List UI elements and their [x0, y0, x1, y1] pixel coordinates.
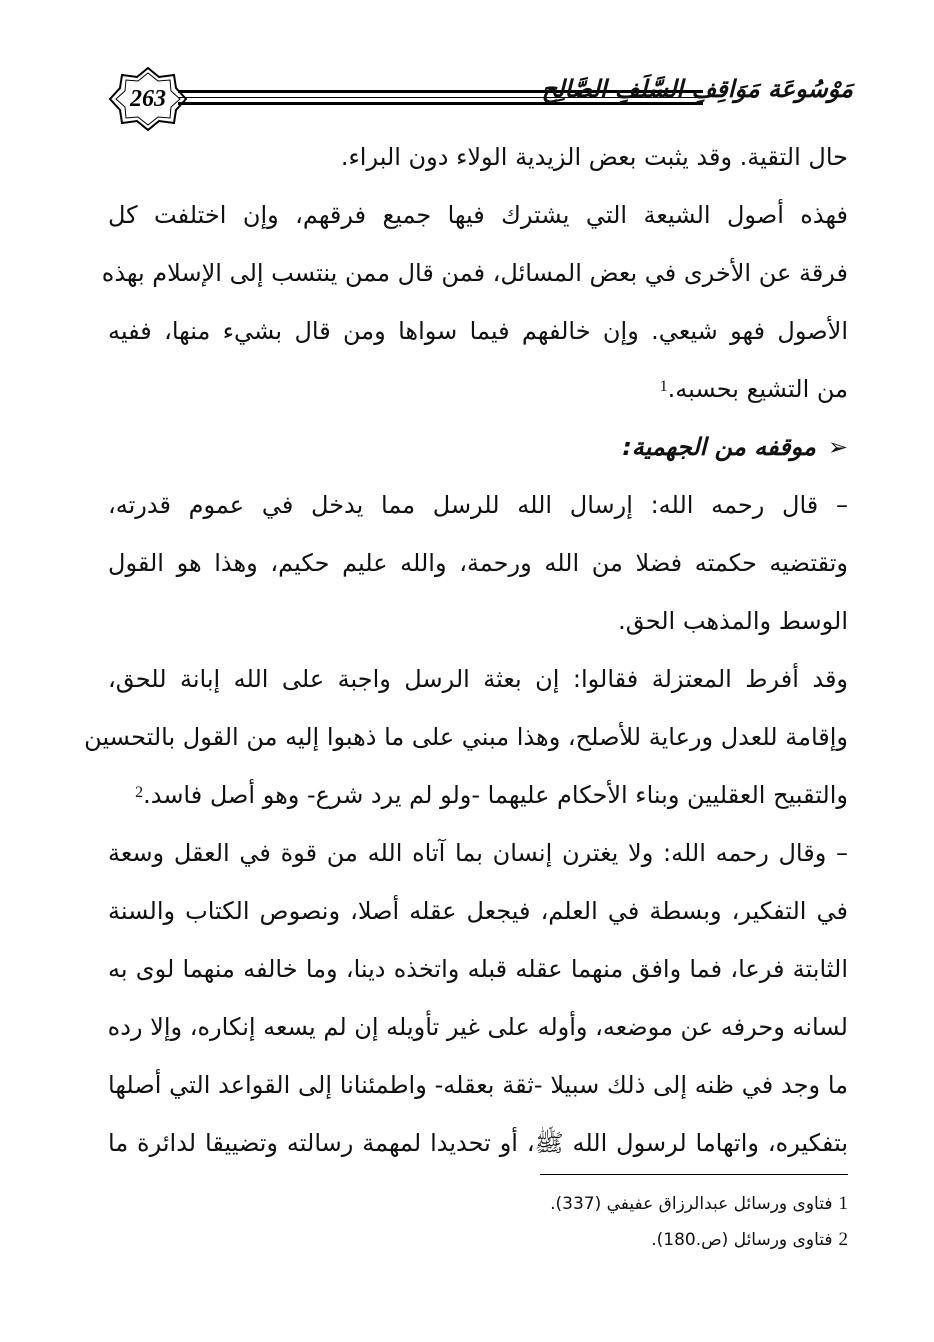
footnote-text: فتاوى ورسائل عبدالرزاق عفيفي (337). — [550, 1194, 833, 1214]
page-header — [108, 66, 853, 132]
text-line: الثابتة فرعا، فما وافق منهما عقله قبله واتخذه دينا، وما خالفه منهما لوى به — [108, 955, 848, 983]
arrow-bullet-icon: ➢ — [827, 433, 848, 461]
text-line: الأصول فهو شيعي. وإن خالفهم فيما سواها ومن قال بشيء منها، ففيه — [108, 317, 848, 345]
text-line: بتفكيره، واتهاما لرسول الله ﷺ، أو تحديدا لمهمة رسالته وتضييقا لدائرة ما — [108, 1129, 848, 1157]
text-line: وإقامة للعدل ورعاية للأصلح، وهذا مبني على ما ذهبوا إليه من القول بالتحسين — [84, 723, 848, 751]
footnotes — [520, 1186, 848, 1258]
footnote-separator — [540, 1174, 848, 1175]
footnote-ref: 2 — [135, 784, 144, 801]
text-line: فهذه أصول الشيعة التي يشترك فيها جميع فرقهم، وإن اختلفت كل — [108, 201, 848, 229]
page-number: 263 — [130, 86, 166, 112]
text-line: في التفكير، وبسطة في العلم، فيجعل عقله أصلا، ونصوص الكتاب والسنة — [108, 897, 848, 925]
text-line: حال التقية. وقد يثبت بعض الزيدية الولاء دون البراء. — [340, 143, 848, 171]
footnote-item — [520, 1222, 848, 1258]
page-body — [84, 128, 848, 1172]
text-line: فرقة عن الأخرى في بعض المسائل، فمن قال ممن ينتسب إلى الإسلام بهذه — [101, 259, 848, 287]
page-number-badge — [108, 66, 188, 132]
text-line — [108, 360, 848, 418]
footnote-item — [520, 1186, 848, 1222]
footnote-ref: 1 — [659, 378, 668, 395]
text-line: ما وجد في ظنه إلى ذلك سبيلا -ثقة بعقله- واطمئنانا إلى القواعد التي أصلها — [108, 1071, 848, 1099]
text-line: – قال رحمه الله: إرسال الله للرسل مما يدخل في عموم قدرته، — [108, 491, 848, 519]
section-heading-text: موقفه من الجهمية: — [622, 433, 816, 461]
series-title: مَوْسُوعَة مَوَاقِفِ السَّلَفِ الصَّالِح — [541, 74, 853, 103]
text-line-content: من التشيع بحسبه. — [667, 375, 848, 403]
footnote-number: 2 — [838, 1229, 848, 1250]
text-line: الوسط والمذهب الحق. — [618, 607, 848, 635]
text-line: وقد أفرط المعتزلة فقالوا: إن بعثة الرسل واجبة على الله إبانة للحق، — [108, 665, 848, 693]
footnote-text: فتاوى ورسائل (ص.180). — [651, 1230, 833, 1250]
text-line — [108, 766, 848, 824]
section-heading — [108, 418, 848, 476]
footnote-number: 1 — [838, 1193, 848, 1214]
text-line-content: والتقبيح العقليين وبناء الأحكام عليهما -ولو لم يرد شرع- وهو أصل فاسد. — [143, 781, 848, 809]
text-line: وتقتضيه حكمته فضلا من الله ورحمة، والله عليم حكيم، وهذا هو القول — [108, 549, 848, 577]
text-line: – وقال رحمه الله: ولا يغترن إنسان بما آتاه الله من قوة في العقل وسعة — [108, 839, 848, 867]
text-line: لسانه وحرفه عن موضعه، وأوله على غير تأويله إن لم يسعه إنكاره، وإلا رده — [107, 1013, 848, 1041]
